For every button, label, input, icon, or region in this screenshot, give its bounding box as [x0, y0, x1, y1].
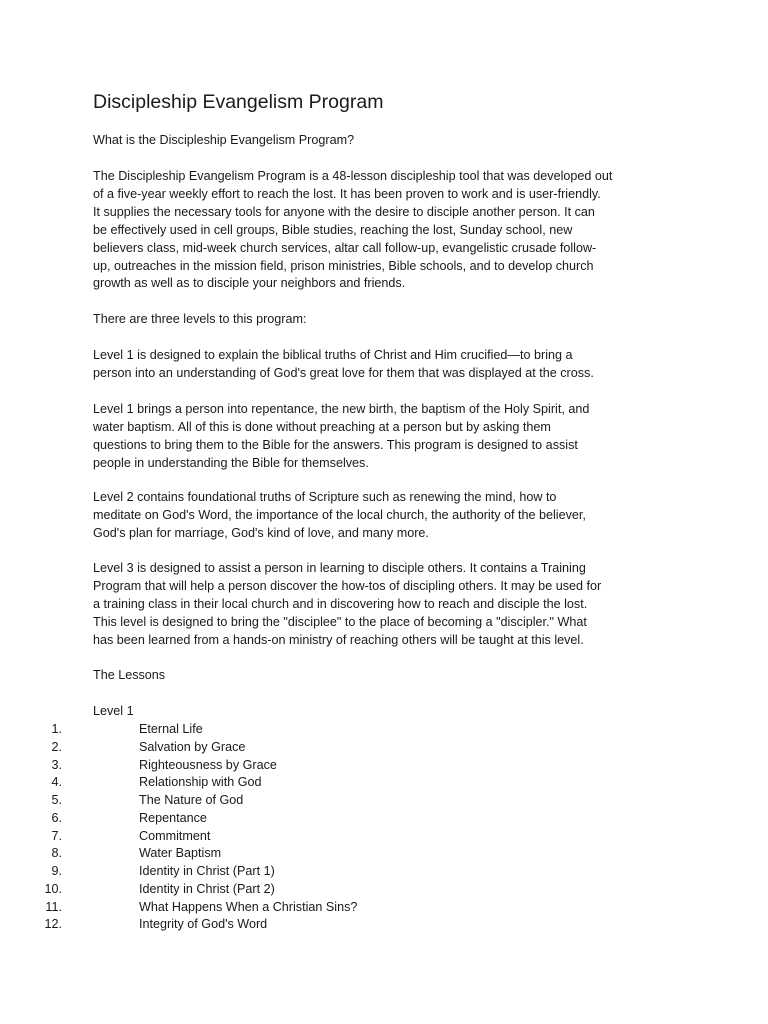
list-item-text: Integrity of God's Word [139, 917, 268, 932]
list-item-number: 9. [51, 864, 62, 878]
list-item-number: 11. [45, 899, 62, 914]
paragraph-line: questions to bring them to the Bible for the answers. This program is designed to assist [93, 437, 578, 452]
list-item-text: Water Baptism [139, 846, 222, 861]
list-item-text: The Nature of God [139, 793, 244, 807]
paragraph-line: It supplies the necessary tools for anyone with the desire to disciple another person. It can [93, 204, 595, 219]
levels-intro: There are three levels to this program: [93, 312, 307, 326]
list-item-text: Eternal Life [139, 722, 203, 736]
list-item [0, 880, 700, 898]
paragraph-line: up, outreaches in the mission field, prison ministries, Bible schools, and to develop church [93, 258, 594, 273]
list-item-text: What Happens When a Christian Sins? [139, 899, 358, 914]
paragraph-line: Level 2 contains foundational truths of Scripture such as renewing the mind, how to [93, 490, 557, 504]
list-item-text: Righteousness by Grace [139, 757, 277, 772]
list-item [0, 791, 700, 809]
paragraph-line: of a five-year weekly effort to reach the lost. It has been proven to work and is user-friendly. [93, 186, 601, 201]
list-item-number: 10. [44, 881, 62, 896]
list-item-text: Repentance [139, 810, 207, 825]
paragraph-line: people in understanding the Bible for themselves. [93, 455, 369, 470]
list-item-number: 4. [51, 775, 62, 790]
list-item [0, 773, 700, 791]
list-item [0, 738, 700, 756]
paragraph-line: be effectively used in cell groups, Bible studies, reaching the lost, Sunday school, new [93, 222, 573, 237]
list-item-number: 3. [51, 757, 62, 772]
document-title: Discipleship Evangelism Program [93, 91, 384, 113]
list-item [0, 898, 700, 916]
paragraph-line: growth as well as to disciple your neighbors and friends. [93, 276, 406, 291]
list-item-number: 12. [44, 917, 62, 932]
list-item [0, 915, 700, 933]
list-item [0, 862, 700, 880]
paragraph-line: This level is designed to bring the "disciplee" to the place of becoming a "discipler." What [93, 614, 587, 629]
list-item-text: Salvation by Grace [139, 739, 246, 754]
paragraph-line: a training class in their local church and in discovering how to reach and disciple the lost. [93, 596, 588, 611]
question-heading: What is the Discipleship Evangelism Program? [93, 133, 355, 147]
paragraph-line: Level 1 brings a person into repentance, the new birth, the baptism of the Holy Spirit, and [93, 402, 590, 416]
list-item-number: 2. [51, 739, 62, 754]
list-item-number: 6. [51, 810, 62, 825]
list-item [0, 827, 700, 845]
paragraph-line: The Discipleship Evangelism Program is a 48-lesson discipleship tool that was developed out [93, 169, 613, 183]
list-item-number: 1. [51, 722, 62, 736]
list-item-text: Identity in Christ (Part 2) [139, 881, 275, 896]
paragraph-line: water baptism. All of this is done without preaching at a person but by asking them [93, 419, 551, 434]
lessons-heading: The Lessons [93, 668, 166, 682]
paragraph-line: person into an understanding of God's great love for them that was displayed at the cross. [93, 365, 594, 380]
list-item-number: 5. [51, 793, 62, 807]
paragraph-line: believers class, mid-week church services, altar call follow-up, evangelistic crusade follow- [93, 240, 597, 255]
list-item-number: 8. [51, 846, 62, 861]
paragraph-line: God's plan for marriage, God's kind of love, and many more. [93, 525, 429, 540]
list-item-text: Relationship with God [139, 775, 262, 790]
list-item [0, 809, 700, 827]
list-item [0, 844, 700, 862]
list-item-number: 7. [51, 828, 62, 843]
paragraph-line: Level 3 is designed to assist a person in learning to disciple others. It contains a Training [93, 561, 586, 575]
level1-heading: Level 1 [93, 704, 134, 718]
paragraph-line: Level 1 is designed to explain the biblical truths of Christ and Him crucified—to bring a [93, 348, 573, 362]
paragraph-line: has been learned from a hands-on ministry of reaching others will be taught at this level. [93, 632, 584, 647]
list-item [0, 720, 700, 738]
list-item-text: Commitment [139, 828, 211, 843]
list-item [0, 756, 700, 774]
list-item-text: Identity in Christ (Part 1) [139, 864, 275, 878]
paragraph-line: meditate on God's Word, the importance of the local church, the authority of the believer, [93, 507, 586, 522]
paragraph-line: Program that will help a person discover the how-tos of discipling others. It may be used for [93, 578, 602, 593]
